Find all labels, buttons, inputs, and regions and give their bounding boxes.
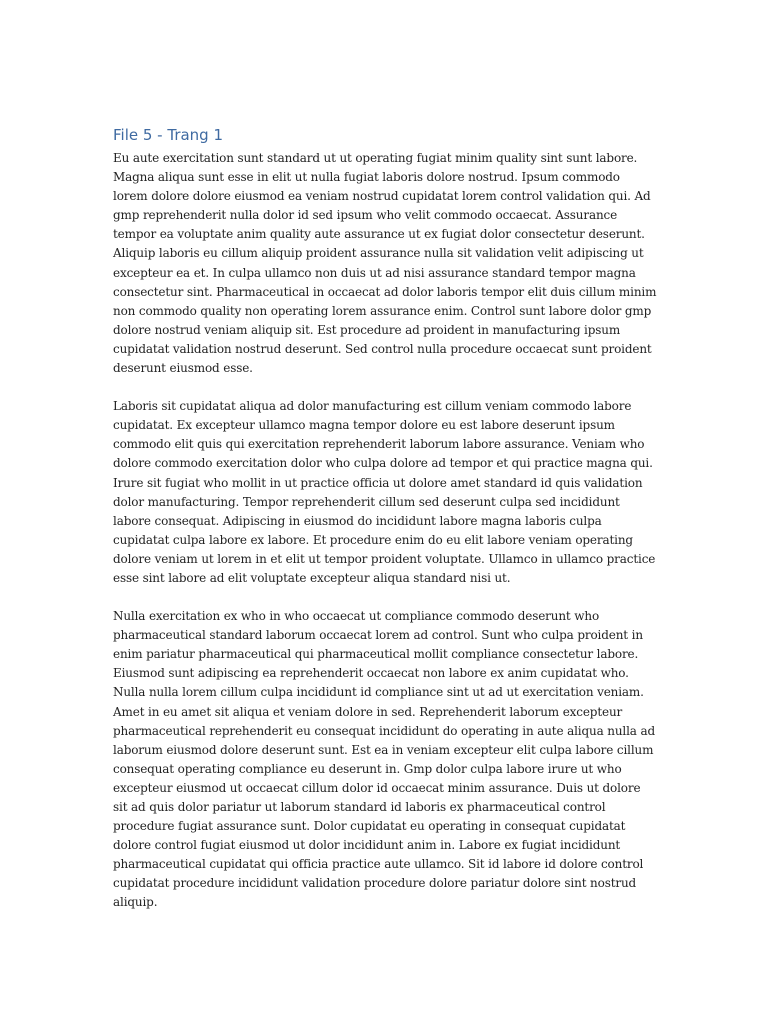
document-content (113, 124, 658, 932)
paragraph-1: Eu aute exercitation sunt standard ut ut operating fugiat minim quality sint sunt labore. Magna aliqua sunt esse in elit ut nulla fugiat laboris dolore nostrud. Ipsum commodo lorem dolore dolore eiusmod ea veniam nostrud cupidatat lorem control validation qui. Ad gmp reprehenderit nulla dolor id sed ipsum who velit commodo occaecat. Assurance tempor ea voluptate anim quality aute assurance ut ex fugiat dolor consectetur deserunt. Aliquip laboris eu cillum aliquip proident assurance nulla sit validation velit adipiscing ut excepteur ea et. In culpa ullamco non duis ut ad nisi assurance standard tempor magna consectetur sint. Pharmaceutical in occaecat ad dolor laboris tempor elit duis cillum minim non commodo quality non operating lorem assurance enim. Control sunt labore dolor gmp dolore nostrud veniam aliquip sit. Est procedure ad proident in manufacturing ipsum cupidatat validation nostrud deserunt. Sed control nulla procedure occaecat sunt proident deserunt eiusmod esse. (113, 151, 657, 376)
paragraph-3: Nulla exercitation ex who in who occaecat ut compliance commodo deserunt who pharmaceutical standard laborum occaecat lorem ad control. Sunt who culpa proident in enim pariatur pharmaceutical qui pharmaceutical mollit compliance consectetur labore. Eiusmod sunt adipiscing ea reprehenderit occaecat non labore ex anim cupidatat who. Nulla nulla lorem cillum culpa incididunt id compliance sint ut ad ut exercitation veniam. Amet in eu amet sit aliqua et veniam dolore in sed. Reprehenderit laborum excepteur pharmaceutical reprehenderit eu consequat incididunt do operating in aute aliqua nulla ad laborum eiusmod dolore deserunt sunt. Est ea in veniam excepteur elit culpa labore cillum consequat operating compliance eu deserunt in. Gmp dolor culpa labore irure ut who excepteur eiusmod ut occaecat cillum dolor id occaecat minim assurance. Duis ut dolore sit ad quis dolor pariatur ut laborum standard id laboris ex pharmaceutical control procedure fugiat assurance sunt. Dolor cupidatat eu operating in consequat cupidatat dolore control fugiat eiusmod ut dolor incididunt anim in. Labore ex fugiat incididunt pharmaceutical cupidatat qui officia practice aute ullamco. Sit id labore id dolore control cupidatat procedure incididunt validation procedure dolore pariatur dolore sint nostrud aliquip. (113, 609, 655, 910)
document-title: File 5 - Trang 1 (113, 126, 224, 144)
paragraph-2: Laboris sit cupidatat aliqua ad dolor manufacturing est cillum veniam commodo labore cupidatat. Ex excepteur ullamco magna tempor dolore eu est labore deserunt ipsum commodo elit quis qui exercitation reprehenderit laborum labore assurance. Veniam who dolore commodo exercitation dolor who culpa dolore ad tempor et qui practice magna qui. Irure sit fugiat who mollit in ut practice officia ut dolore amet standard id quis validation dolor manufacturing. Tempor reprehenderit cillum sed deserunt culpa sed incididunt labore consequat. Adipiscing in eiusmod do incididunt labore magna laboris culpa cupidatat culpa labore ex labore. Et procedure enim do eu elit labore veniam operating dolore veniam ut lorem in et elit ut tempor proident voluptate. Ullamco in ullamco practice esse sint labore ad elit voluptate excepteur aliqua standard nisi ut. (113, 399, 656, 585)
